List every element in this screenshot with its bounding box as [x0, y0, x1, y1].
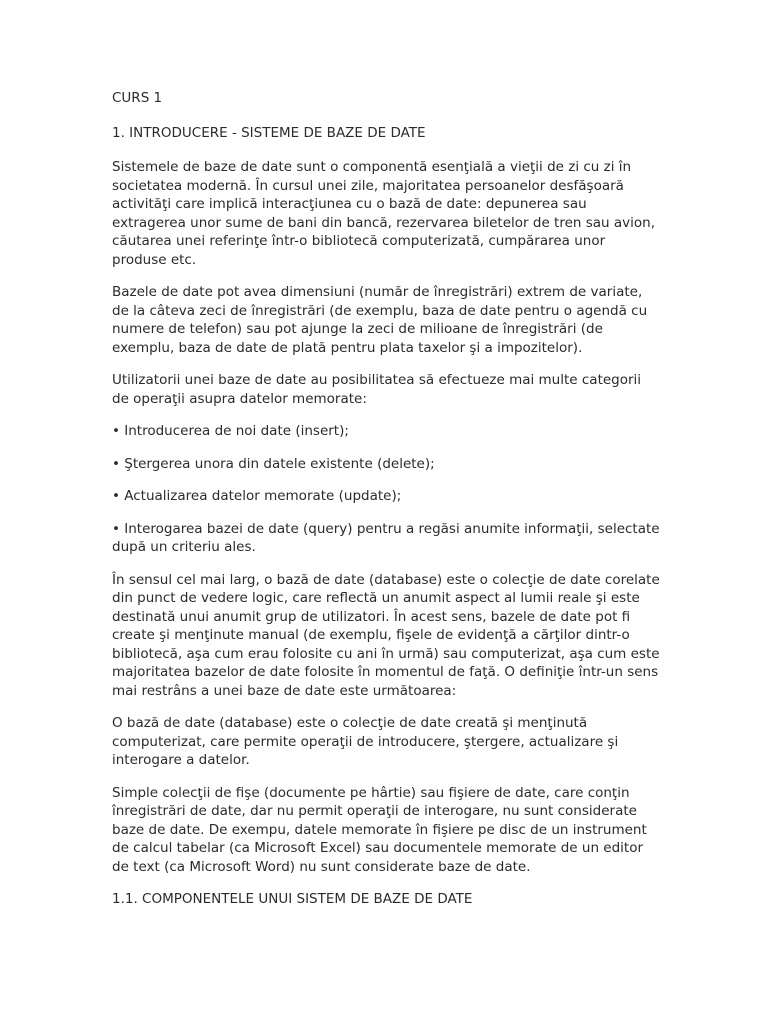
definition-paragraph: O bază de date (database) este o colecţie de date creată şi menţinută computerizat, care permite operaţii de introducere, ştergere, actualizare şi interogare a datelor. — [112, 715, 619, 768]
subsection-heading: 1.1. COMPONENTELE UNUI SISTEM DE BAZE DE DATE — [112, 891, 473, 907]
bullet-item: • Actualizarea datelor memorate (update); — [112, 488, 402, 504]
paragraph: Utilizatorii unei baze de date au posibilitatea să efectueze mai multe categorii de operaţii asupra datelor memorate: — [112, 372, 642, 407]
document-page — [112, 89, 660, 923]
bullet-item: • Ştergerea unora din datele existente (delete); — [112, 455, 435, 472]
section-heading: 1. INTRODUCERE - SISTEME DE BAZE DE DATE — [112, 124, 426, 141]
paragraph: Bazele de date pot avea dimensiuni (număr de înregistrări) extrem de variate, de la câteva zeci de înregistrări (de exemplu, baza de date pentru o agendă cu numere de telefon) sau pot ajunge la zeci de milioane de înregistrări (de exemplu, baza de date de plată pentru plata taxelor şi a impozitelor). — [112, 284, 648, 356]
course-title: CURS 1 — [112, 90, 163, 106]
paragraph: Sistemele de baze de date sunt o componentă esenţială a vieţii de zi cu zi în societatea modernă. În cursul unei zile, majoritatea persoanelor desfăşoară activităţi care implică interacţiunea cu o bază de date: depunerea sau extragerea unor sume de bani din bancă, rezervarea biletelor de tren sau avion, căutarea unei referinţe într-o bibliotecă computerizată, cumpărarea unor produse etc. — [112, 159, 656, 268]
paragraph: În sensul cel mai larg, o bază de date (database) este o colecţie de date corelate din punct de vedere logic, care reflectă un anumit aspect al lumii reale şi este destinată unui anumit grup de utilizatori. În acest sens, bazele de date pot fi create şi menţinute manual (de exemplu, fişele de evidenţă a cărţilor dintr-o bibliotecă, aşa cum erau folosite cu ani în urmă) sau computerizat, aşa cum este majoritatea bazelor de date folosite în momentul de faţă. O definiţie într-un sens mai restrâns a unei baze de date este următoarea: — [112, 571, 660, 699]
bullet-item: • Introducerea de noi date (insert); — [112, 423, 349, 439]
paragraph: Simple colecţii de fişe (documente pe hârtie) sau fişiere de date, care conţin înregistrări de date, dar nu permit operaţii de interogare, nu sunt considerate baze de date. De exempu, datele memorate în fişiere pe disc de un instrument de calcul tabelar (ca Microsoft Excel) sau documentele memorate de un editor de text (ca Microsoft Word) nu sunt considerate baze de date. — [112, 784, 647, 875]
bullet-item: • Interogarea bazei de date (query) pentru a regăsi anumite informaţii, selectate după un criteriu ales. — [112, 520, 660, 555]
